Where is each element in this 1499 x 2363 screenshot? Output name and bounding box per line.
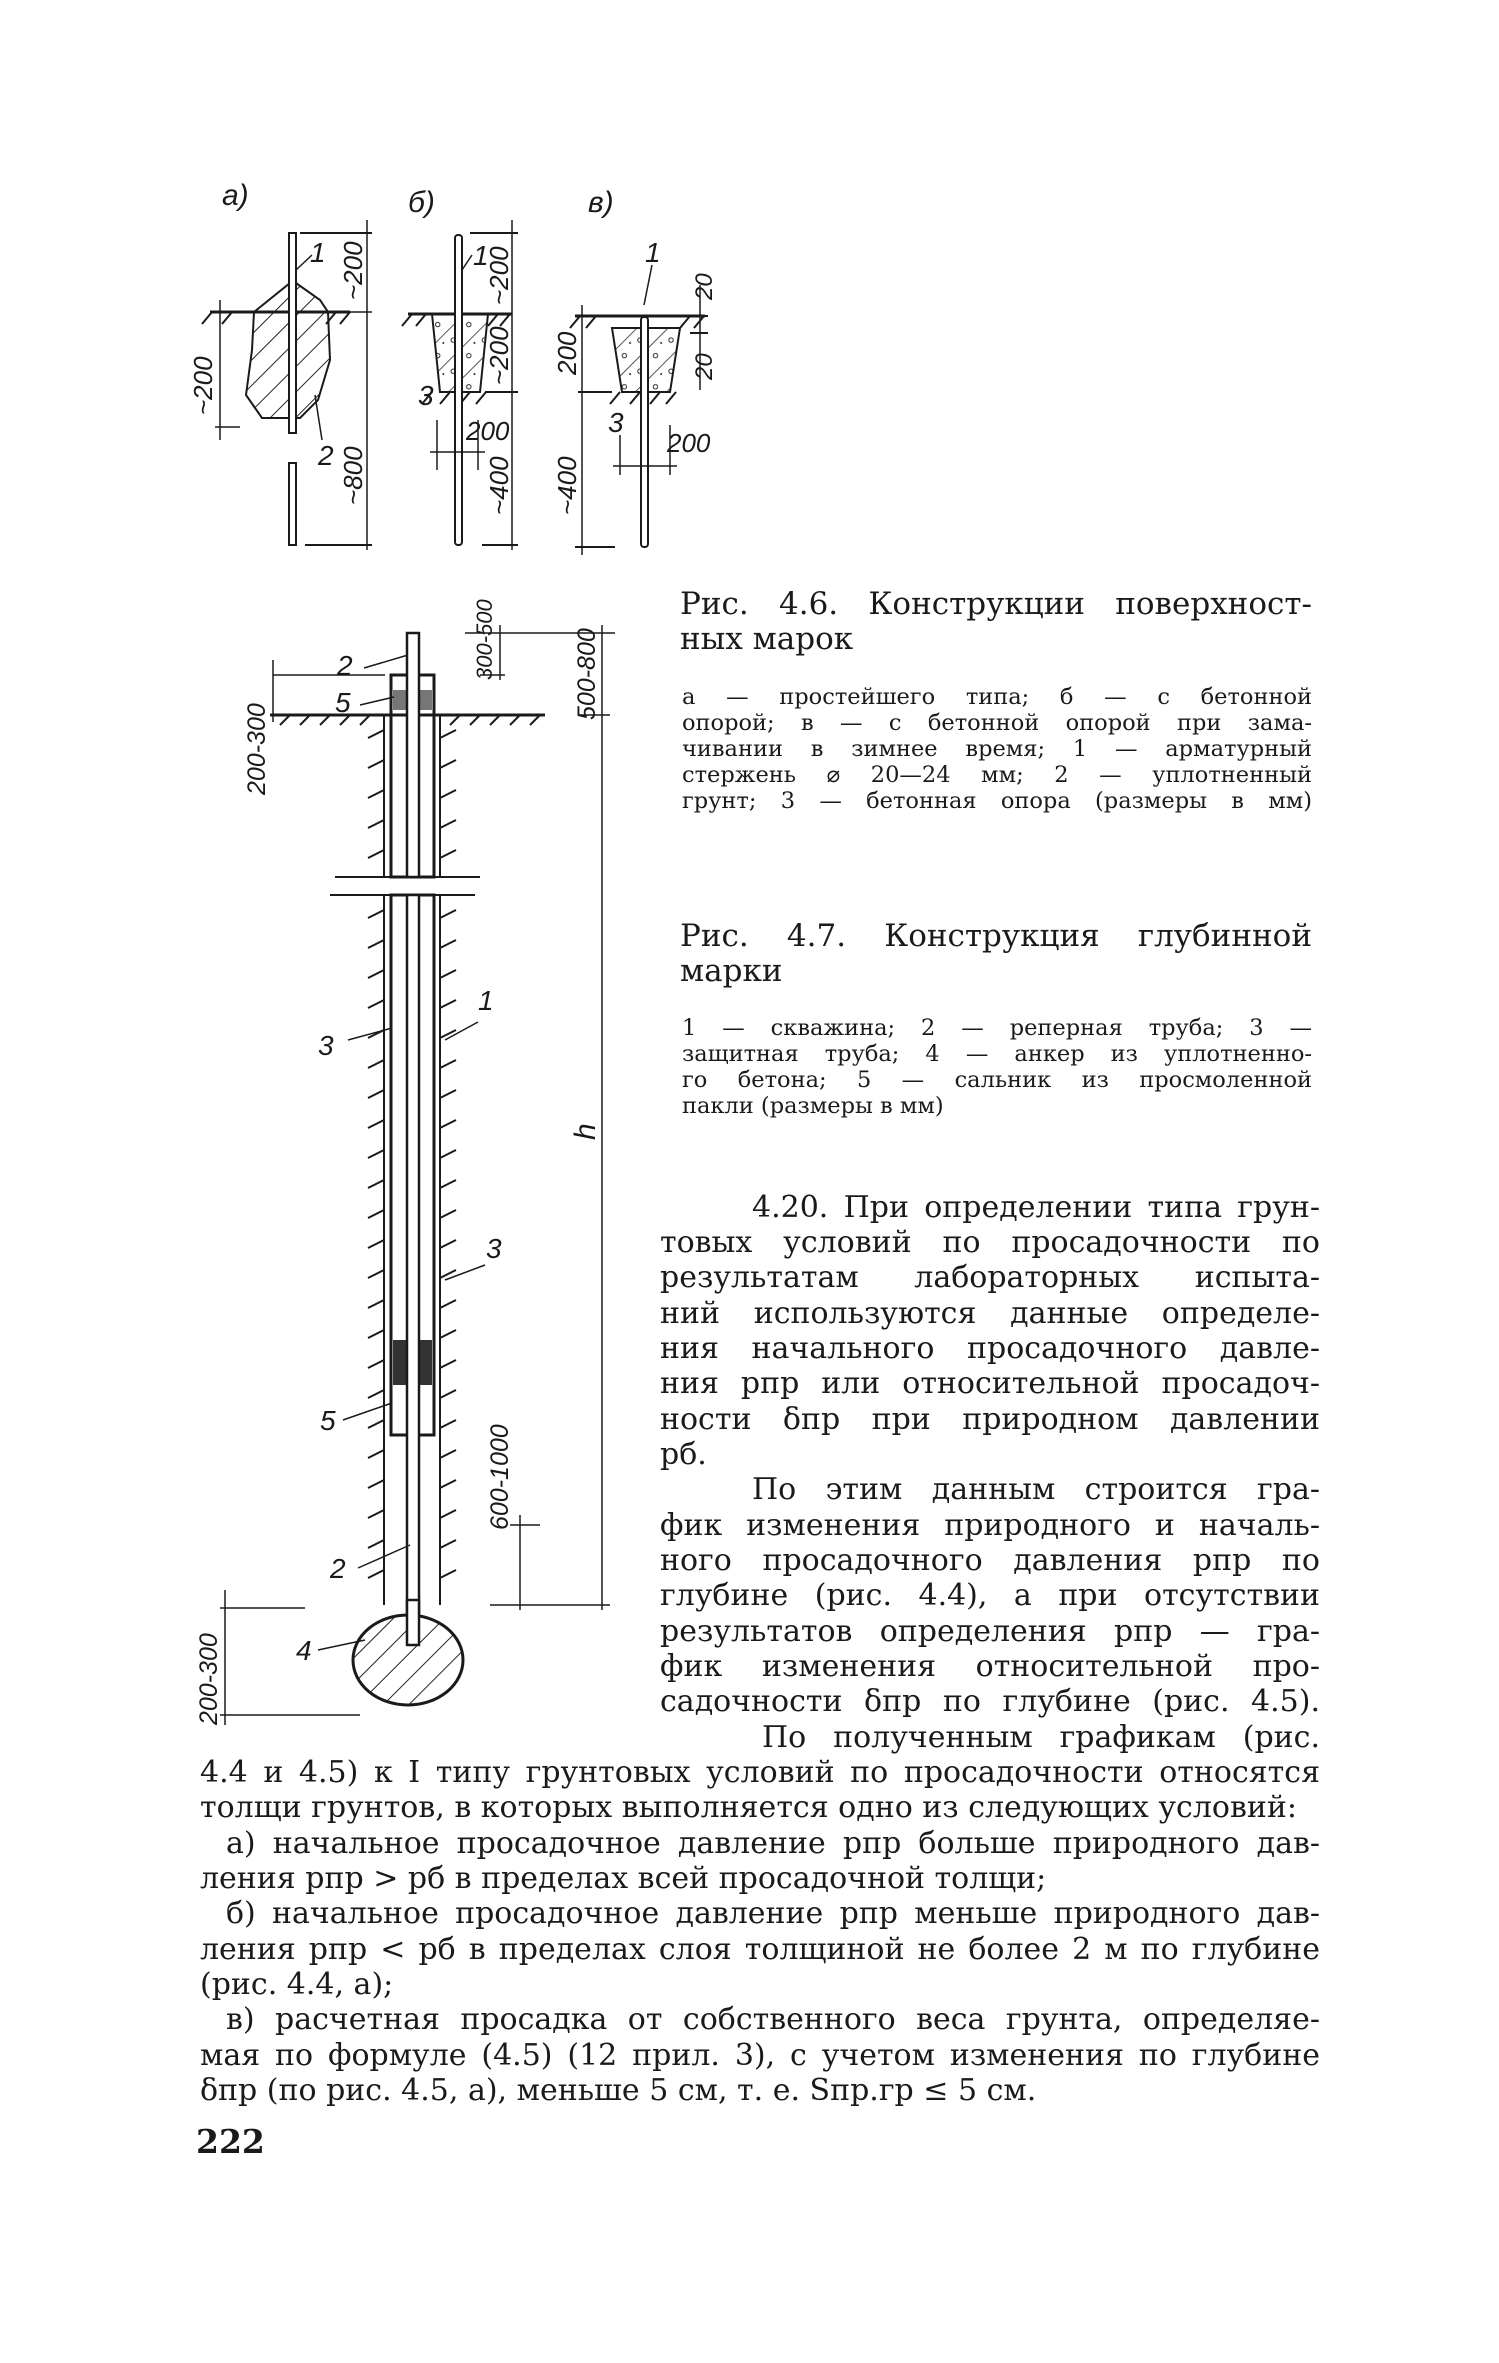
dim-b-width: 200 xyxy=(466,416,510,446)
figure-4-7-title: Рис. 4.7. Конструкция глубинной xyxy=(680,918,1312,954)
dim-v-left: 200 xyxy=(552,331,582,375)
dim-b-bottom: ~400 xyxy=(484,456,514,515)
paragraph-line: ния pпр или относительной просадоч- xyxy=(660,1366,1320,1401)
label-rod: 1 xyxy=(310,237,326,268)
list-item-b: (рис. 4.4, а); xyxy=(200,1967,394,2002)
paragraph-line: 4.4 и 4.5) к I типу грунтовых условий по просадочности относятся xyxy=(200,1755,1320,1790)
figure-4-7-title: марки xyxy=(680,953,783,989)
dim-anchor: 200-300 xyxy=(195,1633,223,1725)
dim-b-top: ~200 xyxy=(484,246,514,305)
label-rod: 1 xyxy=(645,237,661,268)
list-item-v: δпр (по рис. 4.5, а), меньше 5 см, т. е. Sпр.гр ≤ 5 см. xyxy=(200,2073,1037,2108)
paragraph-line: результатам лабораторных испыта- xyxy=(660,1260,1320,1295)
paragraph-line: садочности δпр по глубине (рис. 4.5). xyxy=(660,1684,1320,1719)
figure-4-7-legend: пакли (размеры в мм) xyxy=(682,1093,944,1119)
label-concrete-support: 3 xyxy=(608,407,624,438)
figure-4-7-legend: го бетона; 5 — сальник из просмоленной xyxy=(682,1067,1312,1093)
list-item-v: мая по формуле (4.5) (12 прил. 3), с учетом изменения по глубине xyxy=(200,2038,1320,2073)
figure-4-6-legend: а — простейшего типа; б — с бетонной xyxy=(682,684,1312,710)
paragraph-line: фик изменения относительной про- xyxy=(660,1649,1320,1684)
figure-4-6-legend: грунт; 3 — бетонная опора (размеры в мм) xyxy=(682,788,1312,814)
label-seal: 5 xyxy=(320,1405,336,1436)
figure-4-6-a xyxy=(188,179,372,550)
label-reference-pipe: 2 xyxy=(330,1553,346,1584)
paragraph-line: толщи грунтов, в которых выполняется одно из следующих условий: xyxy=(200,1790,1297,1825)
paragraph-line: товых условий по просадочности по xyxy=(660,1225,1320,1260)
figure-4-6-title: Рис. 4.6. Конструкции поверхност- xyxy=(680,586,1312,622)
label-reference-pipe: 2 xyxy=(337,650,353,681)
paragraph-line: pб. xyxy=(660,1437,707,1472)
paragraph-line: результатов определения pпр — гра- xyxy=(660,1614,1320,1649)
dim-top-total: 500-800 xyxy=(573,628,601,720)
dim-v-right-bottom: 20 xyxy=(691,353,718,380)
dim-a-top: ~200 xyxy=(338,241,368,300)
figure-4-7-legend: защитная труба; 4 — анкер из уплотненно- xyxy=(682,1041,1312,1067)
list-item-a: а) начальное просадочное давление pпр больше природного дав- xyxy=(226,1826,1320,1861)
dim-above-ground: 200-300 xyxy=(243,703,271,795)
panel-label-v: в) xyxy=(588,186,614,219)
list-item-b: б) начальное просадочное давление pпр меньше природного дав- xyxy=(226,1896,1320,1931)
paragraph-line: фик изменения природного и началь- xyxy=(660,1508,1320,1543)
dim-v-width: 200 xyxy=(667,428,711,458)
dim-top: 300-500 xyxy=(472,599,497,680)
figure-4-7-legend: 1 — скважина; 2 — реперная труба; 3 — xyxy=(682,1015,1312,1041)
list-item-v: в) расчетная просадка от собственного веса грунта, определяе- xyxy=(226,2002,1320,2037)
label-borehole: 1 xyxy=(478,985,494,1016)
label-anchor: 4 xyxy=(296,1635,312,1666)
paragraph-line: ний используются данные определе- xyxy=(660,1296,1320,1331)
list-item-b: ления pпр < pб в пределах слоя толщиной не более 2 м по глубине xyxy=(200,1932,1320,1967)
label-seal: 5 xyxy=(335,687,351,718)
panel-label-b: б) xyxy=(408,186,435,219)
dim-a-bottom: ~800 xyxy=(338,446,368,505)
label-concrete-support: 3 xyxy=(418,380,434,411)
dim-a-left: ~200 xyxy=(188,356,218,415)
paragraph-line: глубине (рис. 4.4), а при отсутствии xyxy=(660,1578,1320,1613)
paragraph-line: По этим данным строится гра- xyxy=(752,1472,1320,1507)
dim-v-right-top: 20 xyxy=(691,273,718,300)
dim-v-left-bottom: ~400 xyxy=(552,456,582,515)
paragraph-line: ного просадочного давления pпр по xyxy=(660,1543,1320,1578)
list-item-a: ления pпр > pб в пределах всей просадочной толщи; xyxy=(200,1861,1047,1896)
label-rod: 1 xyxy=(473,240,489,271)
figure-4-6-v xyxy=(552,186,718,555)
page-number: 222 xyxy=(196,2122,265,2161)
figure-4-6-legend: опорой; в — с бетонной опорой при зама- xyxy=(682,710,1312,736)
paragraph-line: 4.20. При определении типа грун- xyxy=(752,1190,1320,1225)
label-protective-pipe: 3 xyxy=(318,1030,334,1061)
dim-seal-offset: 600-1000 xyxy=(486,1424,514,1530)
figure-4-6-b xyxy=(402,186,518,550)
paragraph-line: По полученным графикам (рис. xyxy=(762,1720,1320,1755)
paragraph-line: ния начального просадочного давле- xyxy=(660,1331,1320,1366)
dim-b-mid: ~200 xyxy=(484,326,514,385)
label-protective-pipe: 3 xyxy=(486,1233,502,1264)
label-compacted-soil: 2 xyxy=(318,440,334,471)
dim-depth-h: h xyxy=(569,1123,602,1140)
paragraph-line: ности δпр при природном давлении xyxy=(660,1402,1320,1437)
figure-4-6-title: ных марок xyxy=(680,621,854,657)
panel-label-a: а) xyxy=(222,179,249,212)
figure-4-6-legend: стержень ⌀ 20—24 мм; 2 — уплотненный xyxy=(682,762,1312,788)
figure-4-6-legend: чивании в зимнее время; 1 — арматурный xyxy=(682,736,1312,762)
figure-4-7-deep-mark xyxy=(195,598,615,1726)
